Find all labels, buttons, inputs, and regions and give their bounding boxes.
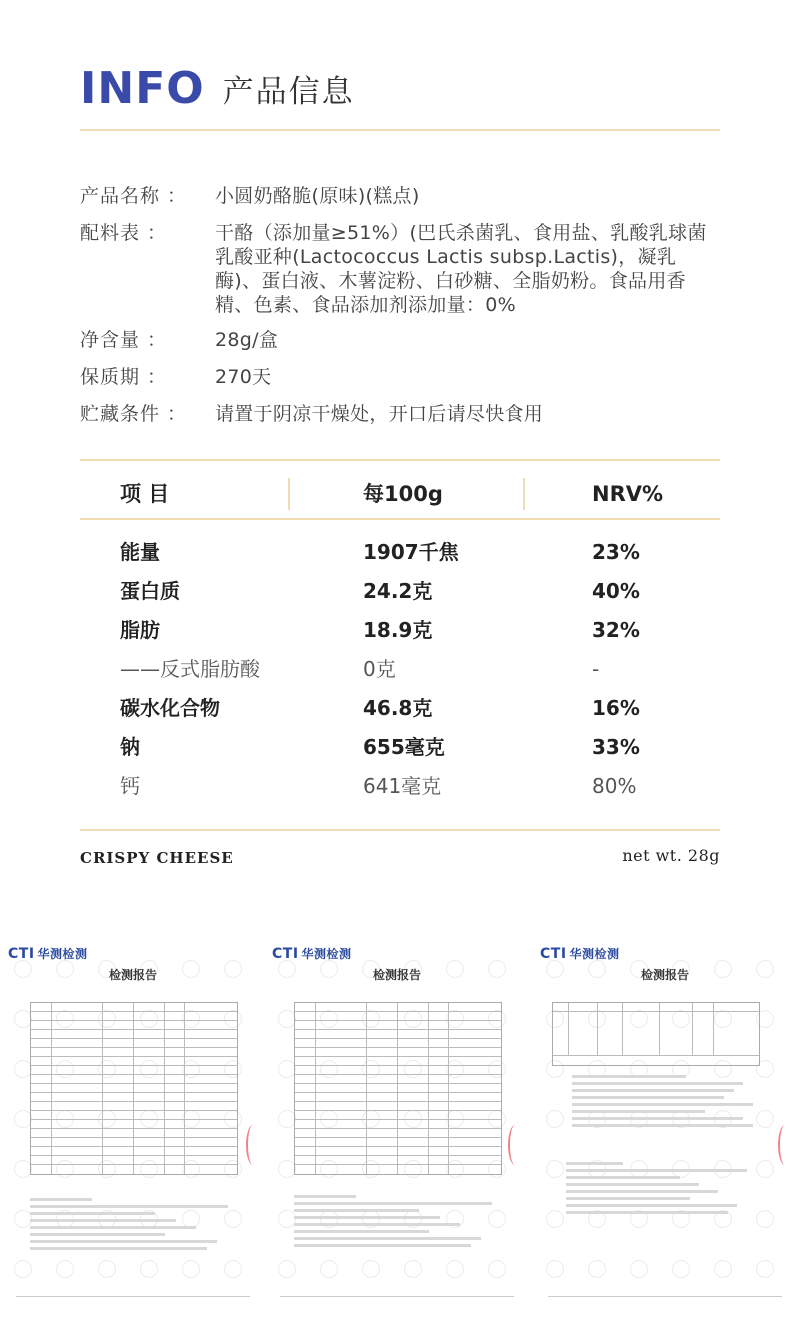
nutrient-per100g: 0克 xyxy=(363,657,396,681)
report-brand-cn: 华测检测 xyxy=(37,947,88,961)
nutrient-name: 碳水化合物 xyxy=(120,696,220,720)
watermark-icon xyxy=(320,1260,338,1278)
info-value: 28g/盒 xyxy=(215,329,279,351)
red-seal-icon xyxy=(778,1125,790,1165)
info-value: 干酪（添加量≥51%）(巴氏杀菌乳、食用盐、乳酸乳球菌乳酸亚种(Lactococcus Lactis subsp.Lactis)，凝乳酶)、蛋白液、木薯淀粉、白砂糖、全脂奶粉。食品用香精、色素、食品添加剂添加量：0% xyxy=(215,222,707,316)
watermark-icon xyxy=(488,1260,506,1278)
watermark-icon xyxy=(446,1260,464,1278)
info-label: 贮藏条件 ： xyxy=(80,403,188,425)
header-title-cn: 产品信息 xyxy=(222,74,355,110)
watermark-icon xyxy=(56,1260,74,1278)
nutrient-name: 钙 xyxy=(120,774,140,798)
nutrient-nrv: 32% xyxy=(592,618,640,642)
table-row xyxy=(80,767,720,806)
report-table xyxy=(552,1002,760,1066)
cti-logo-icon: CTI xyxy=(540,945,567,962)
nutrient-nrv: 80% xyxy=(592,774,637,798)
nutrient-nrv: 33% xyxy=(592,735,640,759)
column-header-nrv: NRV% xyxy=(592,482,664,506)
nutrient-nrv: 40% xyxy=(592,579,640,603)
red-seal-icon xyxy=(246,1125,258,1165)
test-report-3 xyxy=(540,940,790,1310)
nutrient-per100g: 1907千焦 xyxy=(363,540,459,564)
watermark-icon xyxy=(278,1260,296,1278)
nutrient-name: 钠 xyxy=(120,735,140,759)
info-value: 小圆奶酪脆(原味)(糕点) xyxy=(215,185,420,207)
column-separator xyxy=(523,478,525,510)
watermark-icon xyxy=(546,1110,564,1128)
info-label: 配料表 ： xyxy=(80,222,168,244)
report-footer-line xyxy=(280,1296,514,1297)
column-header-per100g: 每100g xyxy=(363,482,443,506)
info-label: 保质期 ： xyxy=(80,366,168,388)
nutrient-per100g: 18.9克 xyxy=(363,618,433,642)
info-label: 净含量 ： xyxy=(80,329,168,351)
watermark-icon xyxy=(224,1260,242,1278)
info-row-name xyxy=(80,184,730,208)
report-footer-line xyxy=(16,1296,250,1297)
nutrient-per100g: 655毫克 xyxy=(363,735,445,759)
red-seal-icon xyxy=(508,1125,522,1165)
nutrient-per100g: 46.8克 xyxy=(363,696,433,720)
report-brand-cn: 华测检测 xyxy=(569,947,620,961)
info-value: 请置于阴凉干燥处，开口后请尽快食用 xyxy=(215,403,544,425)
test-report-1 xyxy=(8,940,258,1310)
net-weight: net wt. 28g xyxy=(622,846,720,865)
watermark-icon xyxy=(756,1160,774,1178)
nutrient-name: 蛋白质 xyxy=(120,579,180,603)
nutrition-table-body xyxy=(80,533,720,806)
info-value: 270天 xyxy=(215,366,272,388)
report-title: 检测报告 xyxy=(108,968,157,982)
watermark-icon xyxy=(714,1260,732,1278)
nutrition-table-header xyxy=(80,470,720,518)
report-notes xyxy=(30,1198,238,1254)
watermark-icon xyxy=(672,1260,690,1278)
product-info xyxy=(80,184,730,439)
test-report-2 xyxy=(272,940,522,1310)
divider xyxy=(80,459,720,461)
nutrient-name: 能量 xyxy=(120,540,160,564)
table-row xyxy=(80,572,720,611)
column-header-item: 项 目 xyxy=(120,482,170,506)
nutrient-nrv: - xyxy=(592,657,600,681)
watermark-icon xyxy=(588,1260,606,1278)
report-notes xyxy=(566,1162,756,1218)
table-row xyxy=(80,611,720,650)
table-row xyxy=(80,728,720,767)
table-row xyxy=(80,650,720,689)
divider xyxy=(80,518,720,520)
report-brand-cn: 华测检测 xyxy=(301,947,352,961)
report-logo xyxy=(540,945,620,962)
info-row-ingredients xyxy=(80,221,730,317)
report-table xyxy=(294,1002,502,1175)
nutrient-nrv: 16% xyxy=(592,696,640,720)
divider xyxy=(80,829,720,831)
nutrient-per100g: 24.2克 xyxy=(363,579,433,603)
report-method-notes xyxy=(572,1075,762,1131)
nutrient-name: ——反式脂肪酸 xyxy=(120,657,260,681)
nutrient-per100g: 641毫克 xyxy=(363,774,442,798)
report-footer-line xyxy=(548,1296,782,1297)
header-title-en: INFO xyxy=(80,63,205,114)
page-header xyxy=(80,62,355,112)
info-label: 产品名称 ： xyxy=(80,185,188,207)
watermark-icon xyxy=(756,1260,774,1278)
watermark-icon xyxy=(756,1210,774,1228)
table-row xyxy=(80,689,720,728)
report-title: 检测报告 xyxy=(372,968,421,982)
watermark-icon xyxy=(546,1210,564,1228)
nutrient-nrv: 23% xyxy=(592,540,640,564)
watermark-icon xyxy=(140,1260,158,1278)
divider xyxy=(80,129,720,131)
watermark-icon xyxy=(362,1260,380,1278)
watermark-icon xyxy=(98,1260,116,1278)
watermark-icon xyxy=(546,1160,564,1178)
report-notes xyxy=(294,1195,502,1251)
nutrient-name: 脂肪 xyxy=(120,618,160,642)
info-row-shelf-life xyxy=(80,365,730,389)
watermark-icon xyxy=(546,1260,564,1278)
watermark-icon xyxy=(404,1260,422,1278)
watermark-icon xyxy=(14,1260,32,1278)
watermark-icon xyxy=(630,1260,648,1278)
table-row xyxy=(80,533,720,572)
cti-logo-icon: CTI xyxy=(8,945,35,962)
info-row-storage xyxy=(80,402,730,426)
report-table xyxy=(30,1002,238,1175)
product-name-en: CRISPY CHEESE xyxy=(80,849,234,867)
report-logo xyxy=(8,945,88,962)
report-logo xyxy=(272,945,352,962)
info-row-net-content xyxy=(80,328,730,352)
cti-logo-icon: CTI xyxy=(272,945,299,962)
column-separator xyxy=(288,478,290,510)
watermark-icon xyxy=(182,1260,200,1278)
report-title: 检测报告 xyxy=(640,968,689,982)
